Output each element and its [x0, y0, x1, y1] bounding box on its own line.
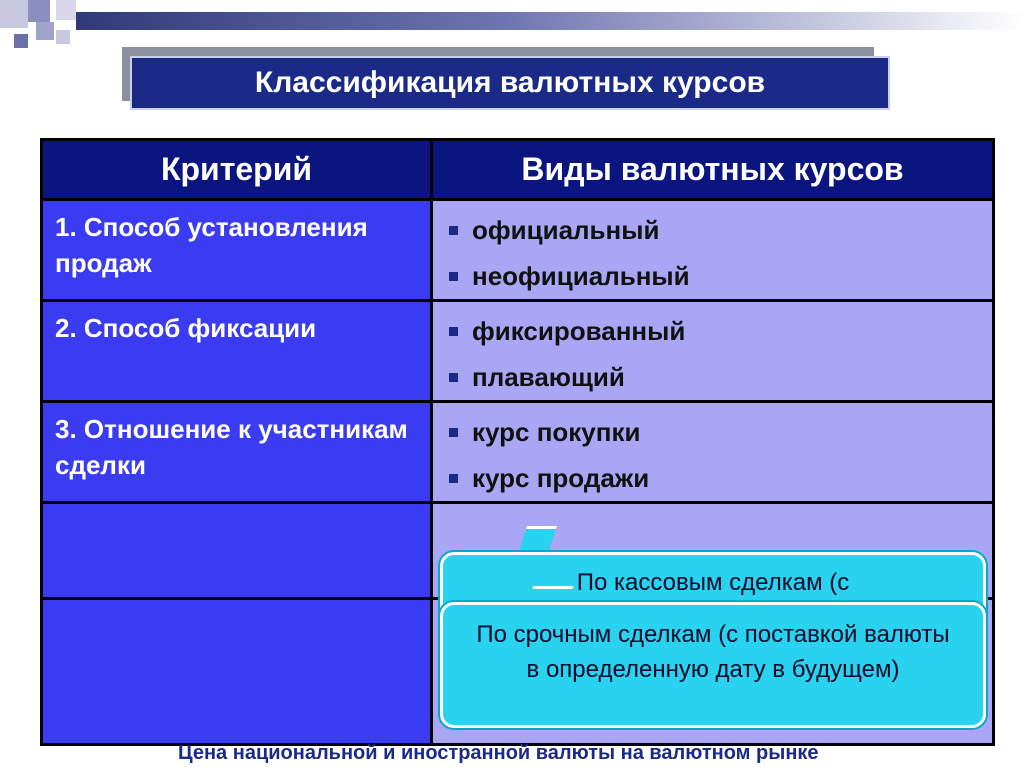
- header-criterion: Критерий: [42, 140, 432, 200]
- bullet-square-icon: [449, 226, 458, 235]
- decorative-squares: [0, 0, 140, 60]
- footer-caption: Цена национальной и иностранной валюты на валютном рынке: [178, 742, 819, 764]
- list-item: плавающий: [443, 354, 982, 400]
- decorative-top-bar: [76, 12, 1024, 30]
- table-row: [42, 301, 994, 402]
- table-row: [42, 200, 994, 301]
- header-types: Виды валютных курсов: [432, 140, 994, 200]
- list-item: неофициальный: [443, 253, 982, 299]
- criterion-cell: 1. Способ установления продаж: [42, 200, 432, 301]
- list-item: официальный: [443, 207, 982, 253]
- criterion-cell: [42, 599, 432, 745]
- bullet-square-icon: [449, 272, 458, 281]
- criterion-cell: 2. Способ фиксации: [42, 301, 432, 402]
- types-cell: [432, 200, 994, 301]
- list-item: фиксированный: [443, 308, 982, 354]
- types-cell: [432, 402, 994, 503]
- callout-forward-text: По срочным сделкам (с поставкой валюты в определенную дату в будущем): [476, 621, 950, 683]
- bullet-square-icon: [449, 428, 458, 437]
- bullet-square-icon: [449, 327, 458, 336]
- callout-forward-deals: [440, 602, 986, 728]
- table-header-row: [42, 140, 994, 200]
- slide-title: Классификация валютных курсов: [130, 56, 890, 110]
- list-item: курс покупки: [443, 409, 982, 455]
- criterion-cell: 3. Отношение к участникам сделки: [42, 402, 432, 503]
- list-item: курс продажи: [443, 455, 982, 501]
- criterion-cell: [42, 503, 432, 599]
- table-row: [42, 402, 994, 503]
- types-cell: [432, 301, 994, 402]
- bullet-square-icon: [449, 373, 458, 382]
- bullet-square-icon: [449, 474, 458, 483]
- callout-spot-text: По кассовым сделкам (с: [576, 569, 850, 596]
